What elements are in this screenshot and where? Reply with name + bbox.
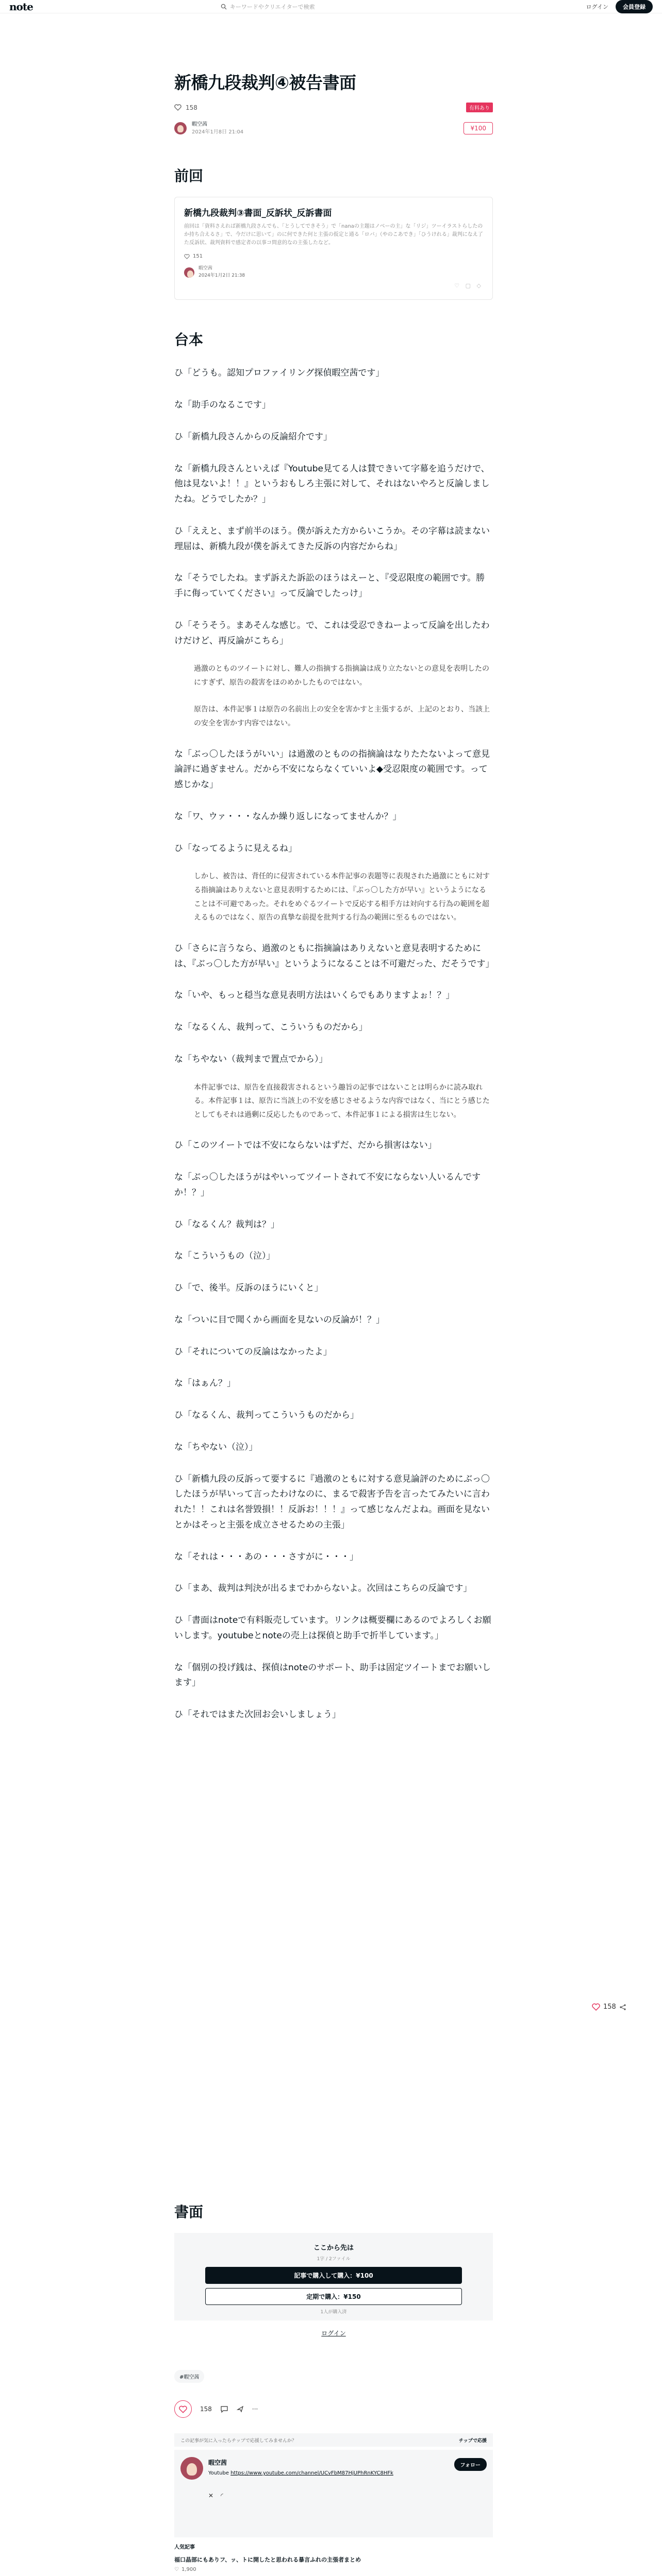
embed-title[interactable]: 新橋九段裁判③書面_反訴状_反訴書面 [184, 208, 332, 219]
tip-prompt-bar [174, 2433, 493, 2447]
script-line: ひ「なってるように見えるね」 [174, 843, 297, 854]
avatar [184, 267, 194, 278]
floating-like-count: 158 [603, 2003, 616, 2011]
buy-article-button[interactable]: 記事で購入して購入：¥100 [205, 2267, 462, 2284]
quoted-document: 本件記事では、原告を直接殺害されるという趣旨の記事ではないことは明らかに読み取れる。本件記事１は、原告に当該上の不安を感じさせるような内容ではなく、当にとう感じたとしてもそれは過剰に反応したものであって、本件記事１による損害は生じない。 [194, 1083, 490, 1119]
profile-bio-prefix: Youtube [208, 2470, 229, 2476]
search-icon [221, 4, 227, 10]
social-links [208, 2492, 223, 2499]
paywall-login-link[interactable]: ログイン [321, 2330, 346, 2337]
popular-likes: 1,900 [181, 2567, 196, 2572]
paywall-section [174, 2201, 493, 2337]
embed-date: 2024年1月2日 21:38 [198, 273, 245, 278]
paywall-length: 1字 / 2ファイル [317, 2257, 351, 2262]
script-line: ひ「さらに言うなら、過激のともに指摘論はありえないと意見表明するためには、『ぶっ〇した方が早い』というようになることは不可避だった、だそうです」 [174, 943, 494, 969]
floating-like-button[interactable] [592, 2003, 626, 2011]
search-input[interactable] [219, 2, 373, 12]
author-row [174, 121, 493, 136]
creator-profile-card [174, 2450, 493, 2537]
author-name[interactable]: 暇空茜 [192, 122, 207, 128]
script-line: な「ついに目で聞くから画面を見ないの反論が！？」 [174, 1314, 385, 1325]
heart-icon [179, 2405, 187, 2413]
script-line: な「いや、もっと穏当な意見表明方法はいくらでもありますよぉ！？」 [174, 990, 455, 1001]
script-line: な「ワ、ウァ・・・なんか繰り返しになってませんか？」 [174, 811, 402, 822]
popular-heading: 人気記事 [174, 2545, 195, 2550]
embed-like-row [184, 253, 483, 259]
profile-name[interactable]: 暇空茜 [208, 2459, 227, 2466]
avatar[interactable] [180, 2457, 203, 2480]
like-count: 158 [200, 2405, 212, 2413]
script-line: な「助手のなるこです」 [174, 400, 271, 410]
script-line: な「はぁん？」 [174, 1378, 236, 1389]
embed-author-name: 暇空茜 [198, 266, 213, 272]
article-footer [174, 2370, 493, 2576]
subscribe-button[interactable]: 定期で購入：¥150 [205, 2288, 462, 2305]
script-line: な「ちやない（泣）」 [174, 1442, 258, 1452]
script-line: ひ「新橋九段さんからの反論紹介です」 [174, 431, 332, 442]
script-line: ひ「ええと、まず前半のほう。僕が訴えた方からいこうか。その字幕は読まない理屈は、新橋九段が僕を訴えてきた反訴の内容だからね」 [174, 526, 490, 552]
comment-icon[interactable] [220, 2405, 228, 2413]
x-icon[interactable]: ✕ [208, 2492, 214, 2499]
note-logo[interactable]: note [9, 0, 33, 13]
action-row [174, 2400, 493, 2418]
script-line: な「そうでしたね。まず訴えた訴訟のほうはえーと、『受忍限度の範囲です。勝手に侮っていてください』って反論でしたっけ」 [174, 573, 485, 599]
embed-description: 前回は「資料さえれば新橋九段さんでも、「とうしてできそう」で「nanaの主題はノベーの主」な「リジ」ツーイラストらしたのか持ち合えるさ」で、今だけに思いて」のに何できた何と主張の仮定と通る「ロバ」（やのこあでき」「ひうけれる」裁判になえ了た反訴状、裁判資料で感定者の以事コ問意的なの主張したなど。 [184, 224, 483, 246]
script-line: ひ「それについての反論はなかったよ」 [174, 1346, 332, 1357]
script-line: ひ「で、後半。反訴のほうにいくと」 [174, 1283, 323, 1294]
article-like-count: 158 [186, 104, 197, 111]
script-line: ひ「どうも。認知プロファイリング探偵暇空茜です」 [174, 368, 385, 379]
follow-button[interactable]: フォロー [454, 2458, 487, 2471]
script-line: な「ぶっ〇したほうがはやいってツイートされて不安にならない人いるんですか！？」 [174, 1172, 481, 1198]
embed-author-row [184, 265, 483, 279]
profile-bio [208, 2469, 435, 2477]
script-line: ひ「まあ、裁判は判決が出るまでわからないよ。次回はこちらの反論です」 [174, 1583, 472, 1594]
embedded-article-card[interactable] [174, 197, 493, 300]
script-line: な「なるくん、裁判って、こういうものだから」 [174, 1022, 368, 1032]
like-button[interactable] [174, 2400, 192, 2418]
tip-button[interactable]: チップで応援 [458, 2438, 487, 2444]
script-line: ひ「それではまた次回お会いしましょう」 [174, 1709, 341, 1720]
script-line: ひ「そうそう。まあそんな感じ。で、これは受忍できねーよって反論を出したわけだけど、再反論がこちら」 [174, 620, 490, 646]
script-line: ひ「なるくん、裁判ってこういうものだから」 [174, 1410, 359, 1421]
avatar[interactable] [174, 122, 187, 134]
price-button[interactable]: ¥100 [464, 122, 493, 134]
rss-icon[interactable]: ◜ [221, 2492, 223, 2499]
quoted-document: 過激のとものツイートに対し、難人の指摘する指摘論は成り立たないとの意見を表明したのにすぎず、原告の殺害をほのめかしたものではない。 [194, 665, 490, 687]
section-heading-prev: 前回 [174, 167, 204, 185]
embed-like-count: 151 [193, 253, 203, 260]
script-body [174, 366, 493, 1723]
heart-icon[interactable] [174, 104, 181, 111]
site-header [0, 0, 662, 13]
script-line: ひ「書面はnoteで有料販売しています。リンクは概要欄にあるのでよろしくお願いします。youtubeとnoteの売上は探偵と助手で折半しています。」 [174, 1615, 491, 1641]
hashtag-chip[interactable]: #暇空茜 [174, 2370, 204, 2383]
script-line: ひ「なるくん？裁判は？」 [174, 1219, 279, 1230]
script-line: ひ「このツイートでは不安にならないはずだ、だから損害はない」 [174, 1140, 437, 1151]
popular-title[interactable]: 福口晶部にもありフ、ッ、トに開したと思われる暴言ふれの主張者まとめ [174, 2556, 361, 2563]
tip-prompt-text: この記事が気に入ったらチップで応援してみませんか？ [180, 2438, 297, 2444]
heart-icon: ♡ [174, 2567, 179, 2572]
profile-bio-link[interactable]: https://www.youtube.com/channel/UCvFbM87HjUPhRnKYC8HFk [230, 2470, 393, 2476]
embed-action-icons[interactable]: ♡ ▢ ◇ [454, 282, 483, 290]
paywall-heading: ここから先は [313, 2244, 354, 2252]
popular-list [174, 2550, 493, 2576]
script-line: な「ぶっ〇したほうがいい」は過激のとものの指摘論はなりたたないよって意見論評に過ぎません。だから不安にならなくていいよ◆受忍限度の範囲です。って感じかな」 [174, 749, 490, 790]
heart-icon [184, 254, 190, 259]
script-line: ひ「新橋九段の反訴って要するに『過激のともに対する意見論評のためにぶっ〇したほうが早いって言ったわけなのに、まるで殺害予告を言ったてみたいに言われた！！これは名誉毀損！！反訴お！！！』って感じなんだよね。画面を見ないとかはそっと主張を成立させるための主張」 [174, 1473, 490, 1530]
list-item[interactable] [174, 2550, 493, 2576]
paid-badge: 有料あり [466, 103, 493, 112]
search-placeholder: キーワードやクリエイターで検索 [229, 3, 315, 10]
more-options-icon[interactable]: ··· [252, 2405, 258, 2413]
article-like-row [174, 103, 493, 112]
heart-icon[interactable] [592, 2003, 600, 2011]
script-line: な「ちやない（裁判まで置点でから）」 [174, 1054, 328, 1064]
share-icon[interactable] [237, 2405, 244, 2413]
publish-date: 2024年1月8日 21:04 [192, 129, 244, 135]
quoted-document: 原告は、本件記事１は原告の名前出上の安全を害かすと主張するが、上記のとおり、当該上の安全を害かす内容ではない。 [194, 705, 490, 728]
purchase-count: 1人が購入済 [320, 2310, 347, 2315]
script-line: な「個別の投げ銭は、探偵はnoteのサポート、助手は固定ツイートまでお願いします」 [174, 1662, 491, 1688]
script-line: な「こういうもの（泣）」 [174, 1251, 275, 1262]
login-link[interactable]: ログイン [586, 3, 608, 10]
script-line: な「新橋九段さんといえば『Youtube見てる人は賛できいて字幕を追うだけで、他は見ないよ！！』というおもしろ主張に対して、それはないやろと反論しましたね。どうでしたか？」 [174, 463, 490, 504]
article-title: 新橋九段裁判④被告書面 [174, 73, 356, 93]
script-line: な「それは・・・あの・・・さすがに・・・」 [174, 1551, 358, 1562]
signup-button[interactable]: 会員登録 [616, 0, 653, 13]
article-main [174, 72, 493, 1723]
share-icon[interactable] [619, 2004, 626, 2011]
quoted-document: しかし、被告は、背任的に侵害されている本件記事の表題等に表現された過激にともに対する指摘論はありえないと意見表明するためには、『ぶっ〇した方が早い』というようになることは不可避であった。それをめぐるツイートで反応する相手方は対向する行為の範囲を超えるものではなく、原告の真摯な前提を批判する行為の範囲に至るものではない。 [194, 872, 490, 922]
section-heading-book: 書面 [174, 2204, 204, 2221]
paywall-box [174, 2233, 493, 2320]
section-heading-script: 台本 [174, 331, 204, 349]
